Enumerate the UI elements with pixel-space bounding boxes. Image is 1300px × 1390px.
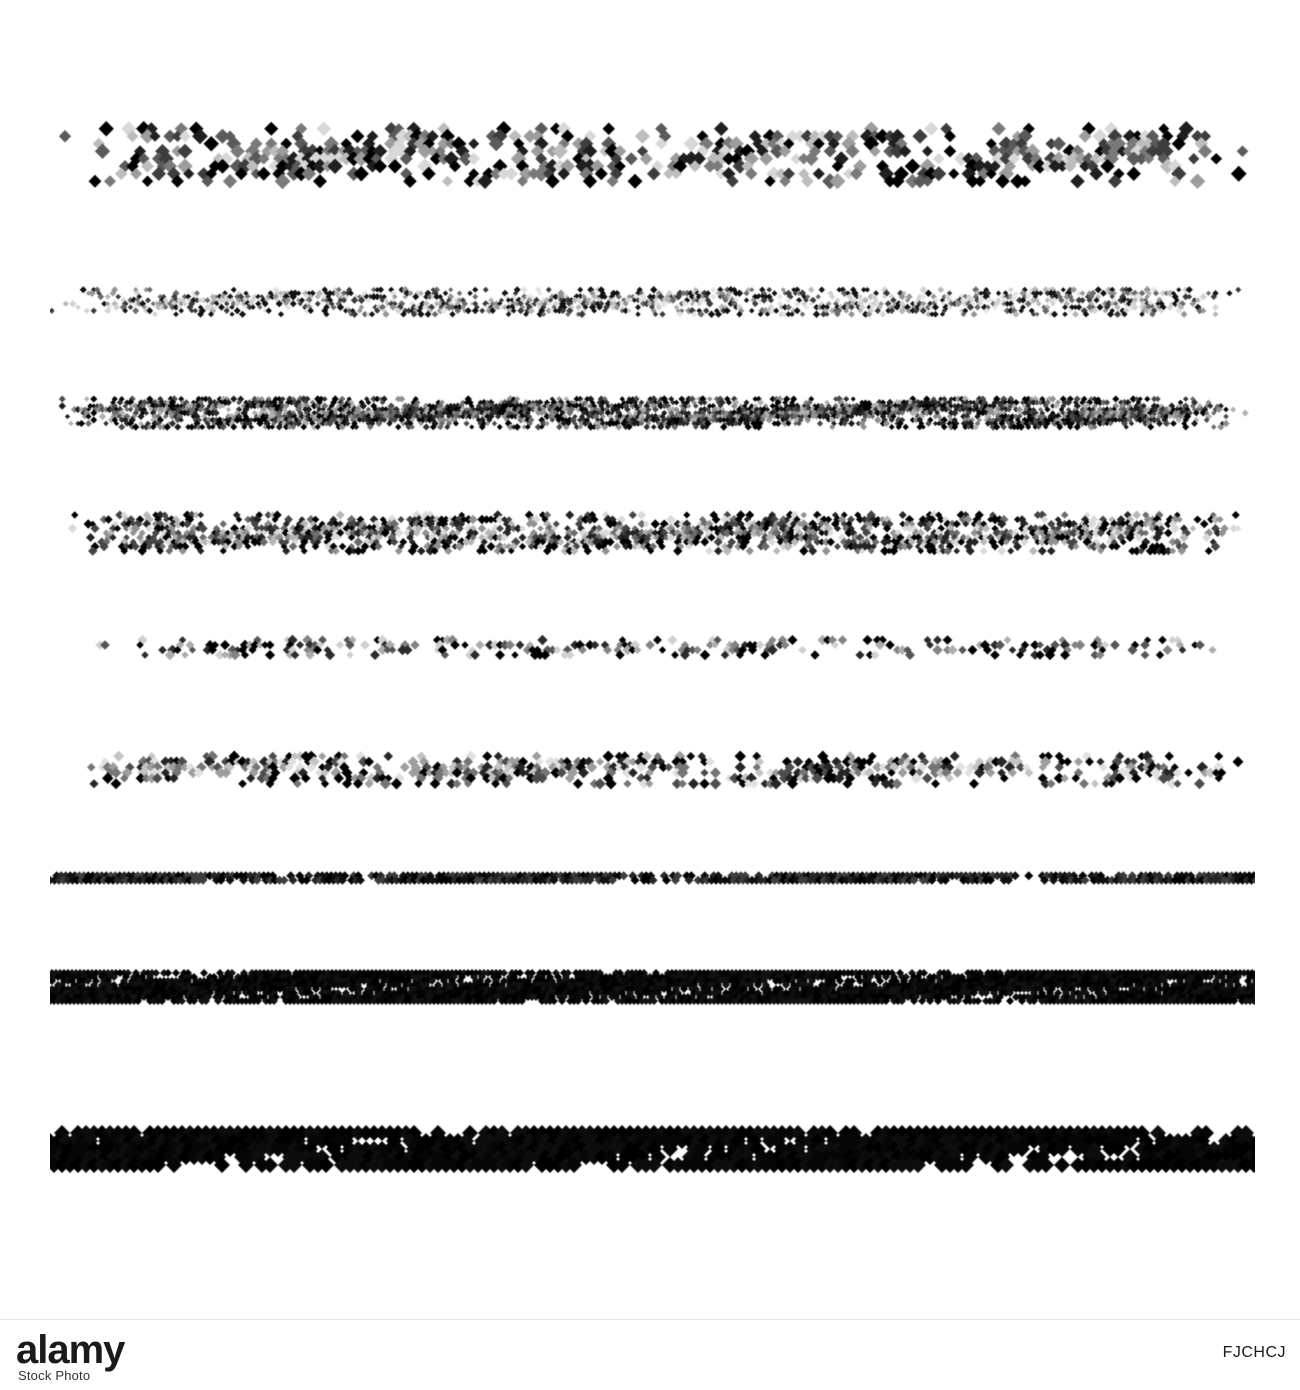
divider-row xyxy=(50,735,1255,805)
fine-light-noise-band xyxy=(50,272,1255,332)
sparse-thin-band xyxy=(50,625,1255,670)
divider-row xyxy=(50,382,1255,444)
divider-row xyxy=(50,958,1255,1016)
divider-row xyxy=(50,95,1255,215)
divider-row xyxy=(50,625,1255,670)
divider-row xyxy=(50,492,1255,574)
large-solid-black-bar xyxy=(50,1110,1255,1188)
single-row-dark-line xyxy=(50,868,1255,888)
divider-row xyxy=(50,1110,1255,1188)
alamy-logo: alamy xyxy=(16,1328,125,1372)
medium-open-weave-band xyxy=(50,735,1255,805)
divider-row xyxy=(50,868,1255,888)
alamy-watermark-bar xyxy=(0,1319,1300,1390)
solid-dense-black-bar xyxy=(50,958,1255,1016)
divider-row xyxy=(50,272,1255,332)
coarse-scattered-diamonds xyxy=(50,95,1255,215)
stock-photo-label: Stock Photo xyxy=(18,1368,91,1383)
fine-dense-dark-band xyxy=(50,382,1255,444)
medium-mottled-band xyxy=(50,492,1255,574)
image-id-label: FJCHCJ xyxy=(1222,1344,1286,1361)
